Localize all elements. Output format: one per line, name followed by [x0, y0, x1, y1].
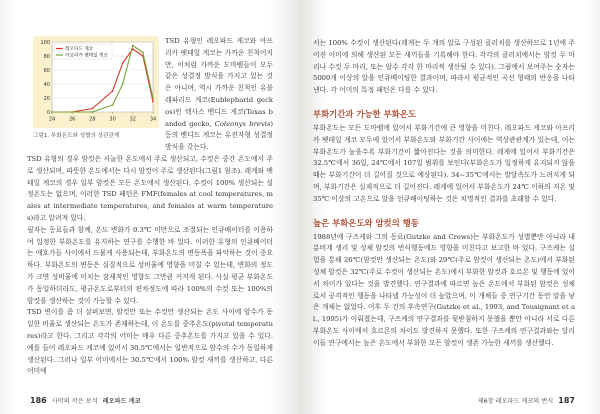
y-tick-label: 100 [40, 39, 50, 46]
section-heading-incubation-period: 부화기간과 가능한 부화온도 [313, 108, 416, 119]
data-point-leopard [112, 90, 114, 92]
x-tick-label: 32 [129, 116, 136, 123]
data-point-fattail [142, 52, 144, 54]
data-point-fattail [71, 111, 73, 113]
y-tick-label: 40 [43, 81, 50, 88]
figure-1 [33, 36, 159, 141]
legend-label-fattail: 아프리카 팻테일 게코 [65, 53, 108, 59]
left-page-text-block [27, 36, 273, 388]
right-page-text-block [313, 38, 575, 388]
x-tick-label: 34 [149, 116, 157, 123]
y-tick-label: 20 [43, 95, 50, 102]
data-point-fattail [132, 45, 134, 47]
x-tick-label: 24 [48, 116, 56, 123]
y-tick-label: 60 [43, 67, 50, 74]
x-tick-label: 26 [69, 116, 76, 123]
figure-caption: 그림1. 부화온도와 성별의 상관관계 [33, 133, 120, 139]
chapter-title: 제6장 레오파드 게코의 번식 [477, 398, 554, 405]
side-paragraph-text-b: ) 등의 밴디드 게코는 유전자형 성결정 방식을 갖는다. [165, 119, 273, 152]
side-paragraph-text-a: TSD 유형인 레오파드 게코와 아프리카 팻테일 게코는 가까운 친척이지만, 이처럼 가까운 도마뱀들이 모두 같은 성결정 방식을 가지고 있는 것은 아니며, 역시 가까운 친척인 유블레파리드 게코(Eublepharid geckos)인 텍사스 밴디드 게코(Texas banded gecko, [165, 37, 273, 128]
body-paragraph: TSD 변이를 좀 더 살펴보면, 암컷만 또는 수컷만 생산되는 온도 사이에 암수가 동일한 비율로 생산되는 온도가 존재하는데, 이 온도를 중추온도(pivotal temperatures)라고 한다. 그리고 각각의 어미는 매우 다른 중추온도를 가지고 있을 수 있다. 예를 들어 레오파드 게코에 있어서 30.5℃에서는 일반적으로 암수의 수가 동일하게 생산된다. 그러나 일부 어미에서는 30.5℃에서 100% 암컷 새끼를 생산하고, 다른 어미에 [27, 308, 273, 376]
data-point-leopard [152, 101, 154, 103]
body-paragraph: 1988년에 구즈케와 그의 동료(Gutzke and Crews)는 부화온도가 성별뿐만 아니라 내분비계 생리 및 성체 암컷의 번식행동에도 영향을 미친다고 보고한 바 있다. 구즈케는 실험을 통해 26℃(암컷만 생산되는 온도)와 29℃(주로 암컷이 생산되는 온도)에서 부화된 성체 암컷은 32℃(주로 수컷이 생산되는 온도)에서 부화한 암컷과 호르몬 및 행동에 있어서 차이가 있다는 것을 발견했다. 연구결과에 따르면 높은 온도에서 부화된 암컷은 성체로서 공격적인 행동을 나타낼 가능성이 더 높았으며, 이 개체들 중 연구기간 동안 알을 낳은 개체는 없었다. 이후 두 건의 후속연구(Gutzke et al., 1993, and Tousignant et al., 1995)가 이뤄졌는데, 구즈케의 연구결과를 뒷받침하지 못했을 뿐만 아니라 서로 다른 부화온도 사이에서 호르몬의 차이도 발견하지 못했다. 또한 구즈케의 연구결과와는 달리 이들 연구에서는 높은 온도에서 부화한 모든 암컷이 생존 가능한 새끼를 생산했다. [313, 232, 575, 347]
right-page [300, 0, 600, 414]
data-point-fattail [112, 104, 114, 106]
data-point-fattail [122, 83, 124, 85]
data-point-leopard [92, 108, 94, 110]
data-point-leopard [122, 62, 124, 64]
page-number: 187 [558, 396, 575, 405]
continuation-paragraph: 서는 100% 수컷이 생산된다(레게는 두 개의 알로 구성된 클러치를 생산하므로 1년에 주어진 어미에 의해 생산된 모든 새끼들을 기록해야 한다. 각각의 클러치에서는 암컷 두 마리나 수컷 두 마리, 또는 암수 각각 한 마리씩 생산될 수 있다). 그림에서 보여주는 숫자는 5000개 이상의 알을 인큐베이팅한 결과이며, 따라서 평균적인 곡선 형태의 반응을 나타낸다. 각 어미의 특정 패턴은 다를 수 있다. [313, 39, 575, 95]
left-page-footer [30, 393, 141, 407]
running-subtitle: 사막의 작은 보석 [51, 398, 98, 405]
section-heading-female-behavior: 높은 부화온도와 암컷의 행동 [313, 217, 419, 228]
x-tick-label: 30 [109, 116, 116, 123]
x-tick-label: 28 [89, 116, 96, 123]
right-page-footer [478, 393, 575, 407]
body-paragraph: 필자는 동료들과 함께, 온도 변화가 0.3℃ 미만으로 조절되는 인큐베이터를 이용하여 일정한 부화온도를 유지하는 연구를 수행한 바 있다. 이러한 유형의 인큐베이터는 애호가들 사이에서 드물게 사용되는데, 부화온도의 변동폭을 파악하는 것이 중요하다. 부화온도의 변동은 실질적으로 성비율에 영향을 미칠 수 있는데, 변화의 정도가 크면 성비율에 미치는 잠재적인 영향도 그만큼 커지게 된다. 사실 평균 부화온도가 동일하더라도, 평균온도로부터의 편차정도에 따라 100%의 수컷 또는 100%의 암컷을 생산하는 것이 가능할 수 있다. [27, 225, 273, 305]
y-tick-label: 0 [46, 109, 50, 116]
chart-box [33, 36, 159, 128]
body-paragraph: 부화온도는 모든 도마뱀에 있어서 부화기간에 큰 영향을 미친다. 레오파드 게코와 아프리카 팻테일 게코 모두에 있어서 부화온도와 부화기간 사이에는 역상관관계가 있는데, 이는 부화온도가 높을수록 부화기간이 짧아진다는 것을 의미한다. 레게에 있어서 부화기간은 32.5℃에서 36일, 24℃에서 107일 범위를 보인다(부화온도가 일정하게 유지되지 않을 때는 부화기간이 더 길어질 것으로 예상된다). 34~35℃에서는 발달속도가 느려지게 되며, 부화기간은 실제적으로 더 길어진다. 레게에 있어서 부화온도가 24℃ 이하의 저온 및 35℃ 이상의 고온으로 알을 인큐베이팅하는 것은 치명적인 결과를 초래할 수 있다. [313, 123, 575, 203]
legend-label-leopard: 레오파드 게코 [65, 47, 94, 53]
data-point-fattail [92, 111, 94, 113]
data-point-fattail [51, 111, 53, 113]
sex-ratio-chart [33, 36, 159, 128]
species-name: Coleonyx brevis [214, 119, 271, 128]
y-tick-label: 80 [43, 53, 50, 60]
running-title: 레오파드 게코 [102, 398, 141, 405]
body-paragraph: TSD 유형의 경우 암컷은 서늘한 온도에서 주로 생산되고, 수컷은 중간 온도에서 주로 생산되며, 따뜻한 온도에서는 다시 암컷이 주로 생산된다(그림1 참조). 레게와 팻테일 게코의 경우 일부 암컷은 모든 온도에서 생산된다. 수컷이 100% 생산되는 설정온도는 없으며, 이러한 TSD 패턴은 FMF(females at cool temperatures, males at intermediate temperatures, and females at warm temperatures)라고 알려져 있다. [27, 154, 273, 222]
data-point-fattail [152, 97, 154, 99]
page-number: 186 [30, 396, 47, 405]
